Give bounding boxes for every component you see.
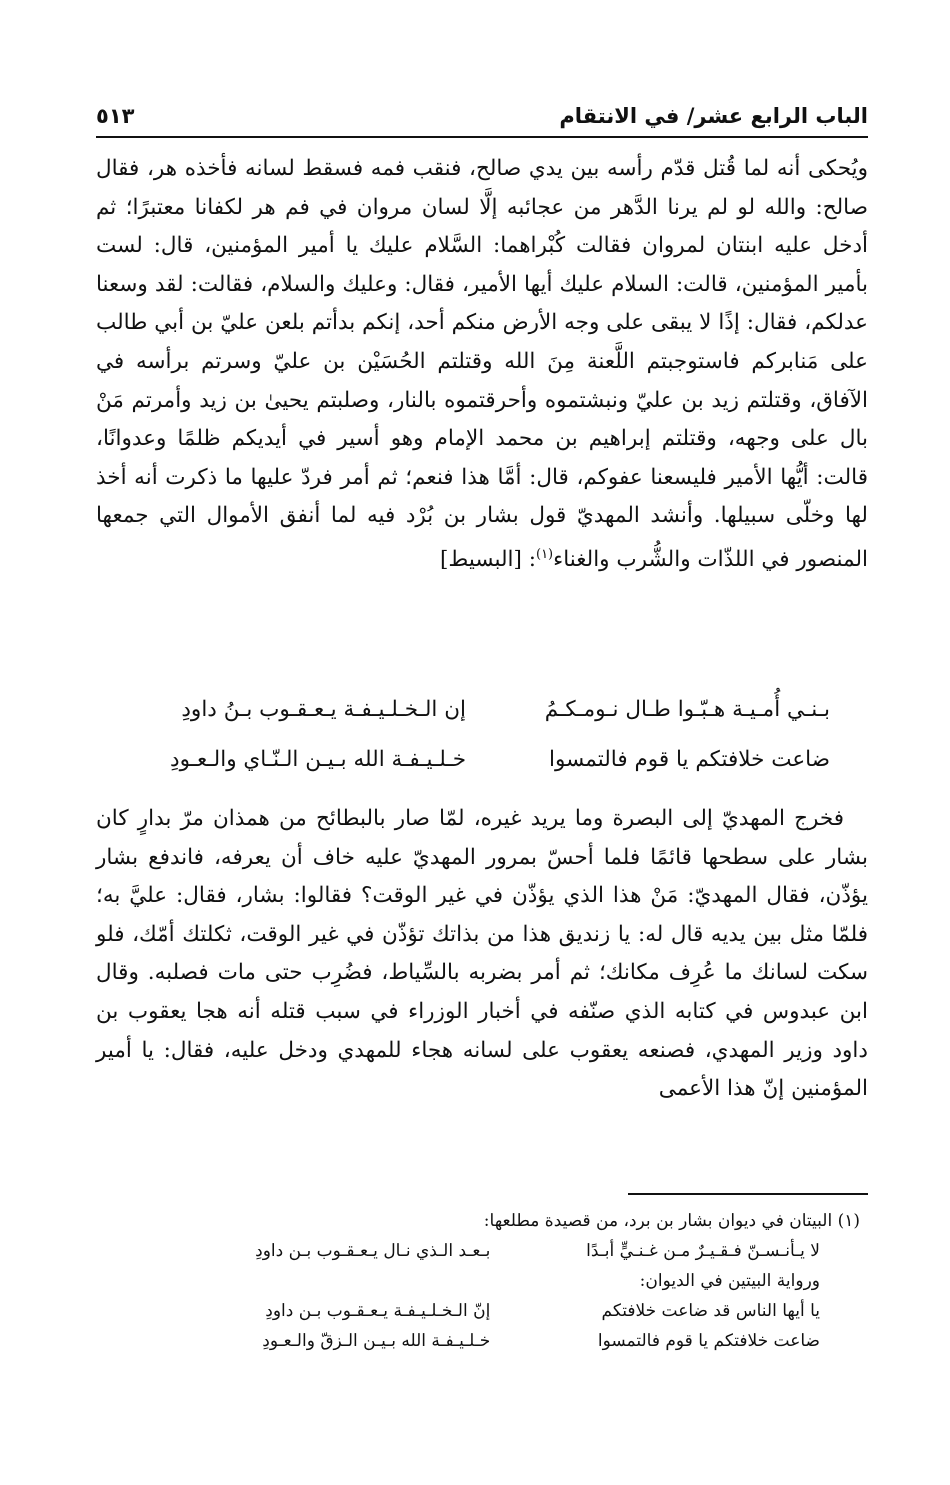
meter-label: : [البسيط] [440,547,536,573]
verse-first-hemistich: يا أيها الناس قد ضاعت خلافتكم [601,1301,820,1321]
footnote-marker: (١) [535,546,554,562]
paragraph [96,150,868,580]
footnote-intro: (١) البيتان في ديوان بشار بن برد، من قصيدة مطلعها: [483,1211,860,1231]
header-rule [96,136,868,138]
chapter-title: الباب الرابع عشر/ في الانتقام [559,104,868,128]
verse-first-hemistich: ضاعت خلافتكم يا قوم فالتمسوا [549,746,830,772]
verse-first-hemistich: لا يـأنـسـنّ فـقـيـرٌ مـن غـنـيٍّ أبـدًا [586,1241,820,1261]
verse-second-hemistich: إن الـخـلـيـفـة يـعـقـوب بـنُ داودِ [181,696,466,722]
verse-line [130,684,830,734]
footnote-verse [96,1326,868,1356]
verse-line [130,734,830,784]
verse-second-hemistich: إنّ الـخـلـيـفـة يـعـقـوب بـن داودِ [265,1301,491,1321]
verse-first-hemistich: بـنـي أُمـيـة هـبّـوا طـال نـومـكـمُ [544,696,830,722]
verse-second-hemistich: خـلـيـفـة الله بـيـن الـنّـاي والـعـودِ [170,746,466,772]
footnote-rule [628,1193,868,1195]
main-text [96,150,868,580]
footnotes [96,1206,868,1356]
running-head [96,88,868,128]
verse-second-hemistich: خـلـيـفـة الله بـيـن الـزقّ والـعـودِ [262,1331,491,1351]
page-number: ٥١٣ [96,104,135,128]
footnote-verse [96,1296,868,1326]
paragraph: فخرج المهديّ إلى البصرة وما يريد غيره، لمّا صار بالبطائح من همذان مرّ بدارٍ كان بشار على سطحها قائمًا فلما أحسّ بمرور المهديّ عليه خاف أن يعرفه، فاندفع بشار يؤذّن، فقال المهديّ: مَنْ هذا الذي يؤذّن في غير الوقت؟ فقالوا: بشار، فقال: عليَّ به؛ فلمّا مثل بين يديه قال له: يا زنديق هذا من بذاتك تؤذّن في غير الوقت، ثكلتك أمّك، فلو سكت لسانك ما عُرِف مكانك؛ ثم أمر بضربه بالسِّياط، فضُرِب حتى مات فصلبه. وقال ابن عبدوس في كتابه الذي صنّفه في أخبار الوزراء في سبب قتله أنه هجا يعقوب بن داود وزير المهدي، فصنعه يعقوب على لسانه هجاء للمهدي ودخل عليه، فقال: يا أمير المؤمنين إنّ هذا الأعمى [96,806,868,1102]
paragraph-text: ويُحكى أنه لما قُتل قدّم رأسه بين يدي صالح، فنقب فمه فسقط لسانه فأخذه هر، فقال صالح: والله لو لم يرنا الدَّهر من عجائبه إلَّا لسان مروان في فم هر لكفانا معتبرًا؛ ثم أدخل عليه ابنتان لمروان فقالت كُبْراهما: السَّلام عليك يا أمير المؤمنين، قال: لست بأمير المؤمنين، قالت: السلام عليك أيها الأمير، فقال: وعليك والسلام، فقالت: لقد وسعنا عدلكم، فقال: إذًا لا يبقى على وجه الأرض منكم أحد، إنكم بدأتم بلعن عليّ بن أبي طالب على مَنابركم فاستوجبتم اللَّعنة مِنَ الله وقتلتم الحُسَيْن بن عليّ وسرتم برأسه في الآفاق، وقتلتم زيد بن عليّ ونبشتموه وأحرقتموه بالنار، وصلبتم يحيىٰ بن زيد وأمرتم مَنْ بال على وجهه، وقتلتم إبراهيم بن محمد الإمام وهو أسير في أيديكم ظلمًا وعدوانًا، قالت: أيُّها الأمير فليسعنا عفوكم، قال: أمَّا هذا فنعم؛ ثم أمر فردّ عليها ما ذكرت أنه أخذ لها وخلّى سبيلها. وأنشد المهديّ قول بشار بن بُرْد فيه لما أنفق الأموال التي جمعها المنصور في اللذّات والشُّرب والغناء [96,156,868,573]
footnote-diwan-note: ورواية البيتين في الديوان: [639,1271,820,1291]
main-text-continued [96,800,868,1109]
verse-first-hemistich: ضاعت خلافتكم يا قوم فالتمسوا [597,1331,820,1351]
verse-second-hemistich: بـعـد الـذي نـال يـعـقـوب بـن داودِ [255,1241,491,1261]
footnote-verse [96,1236,868,1266]
poem-verses [130,684,830,784]
